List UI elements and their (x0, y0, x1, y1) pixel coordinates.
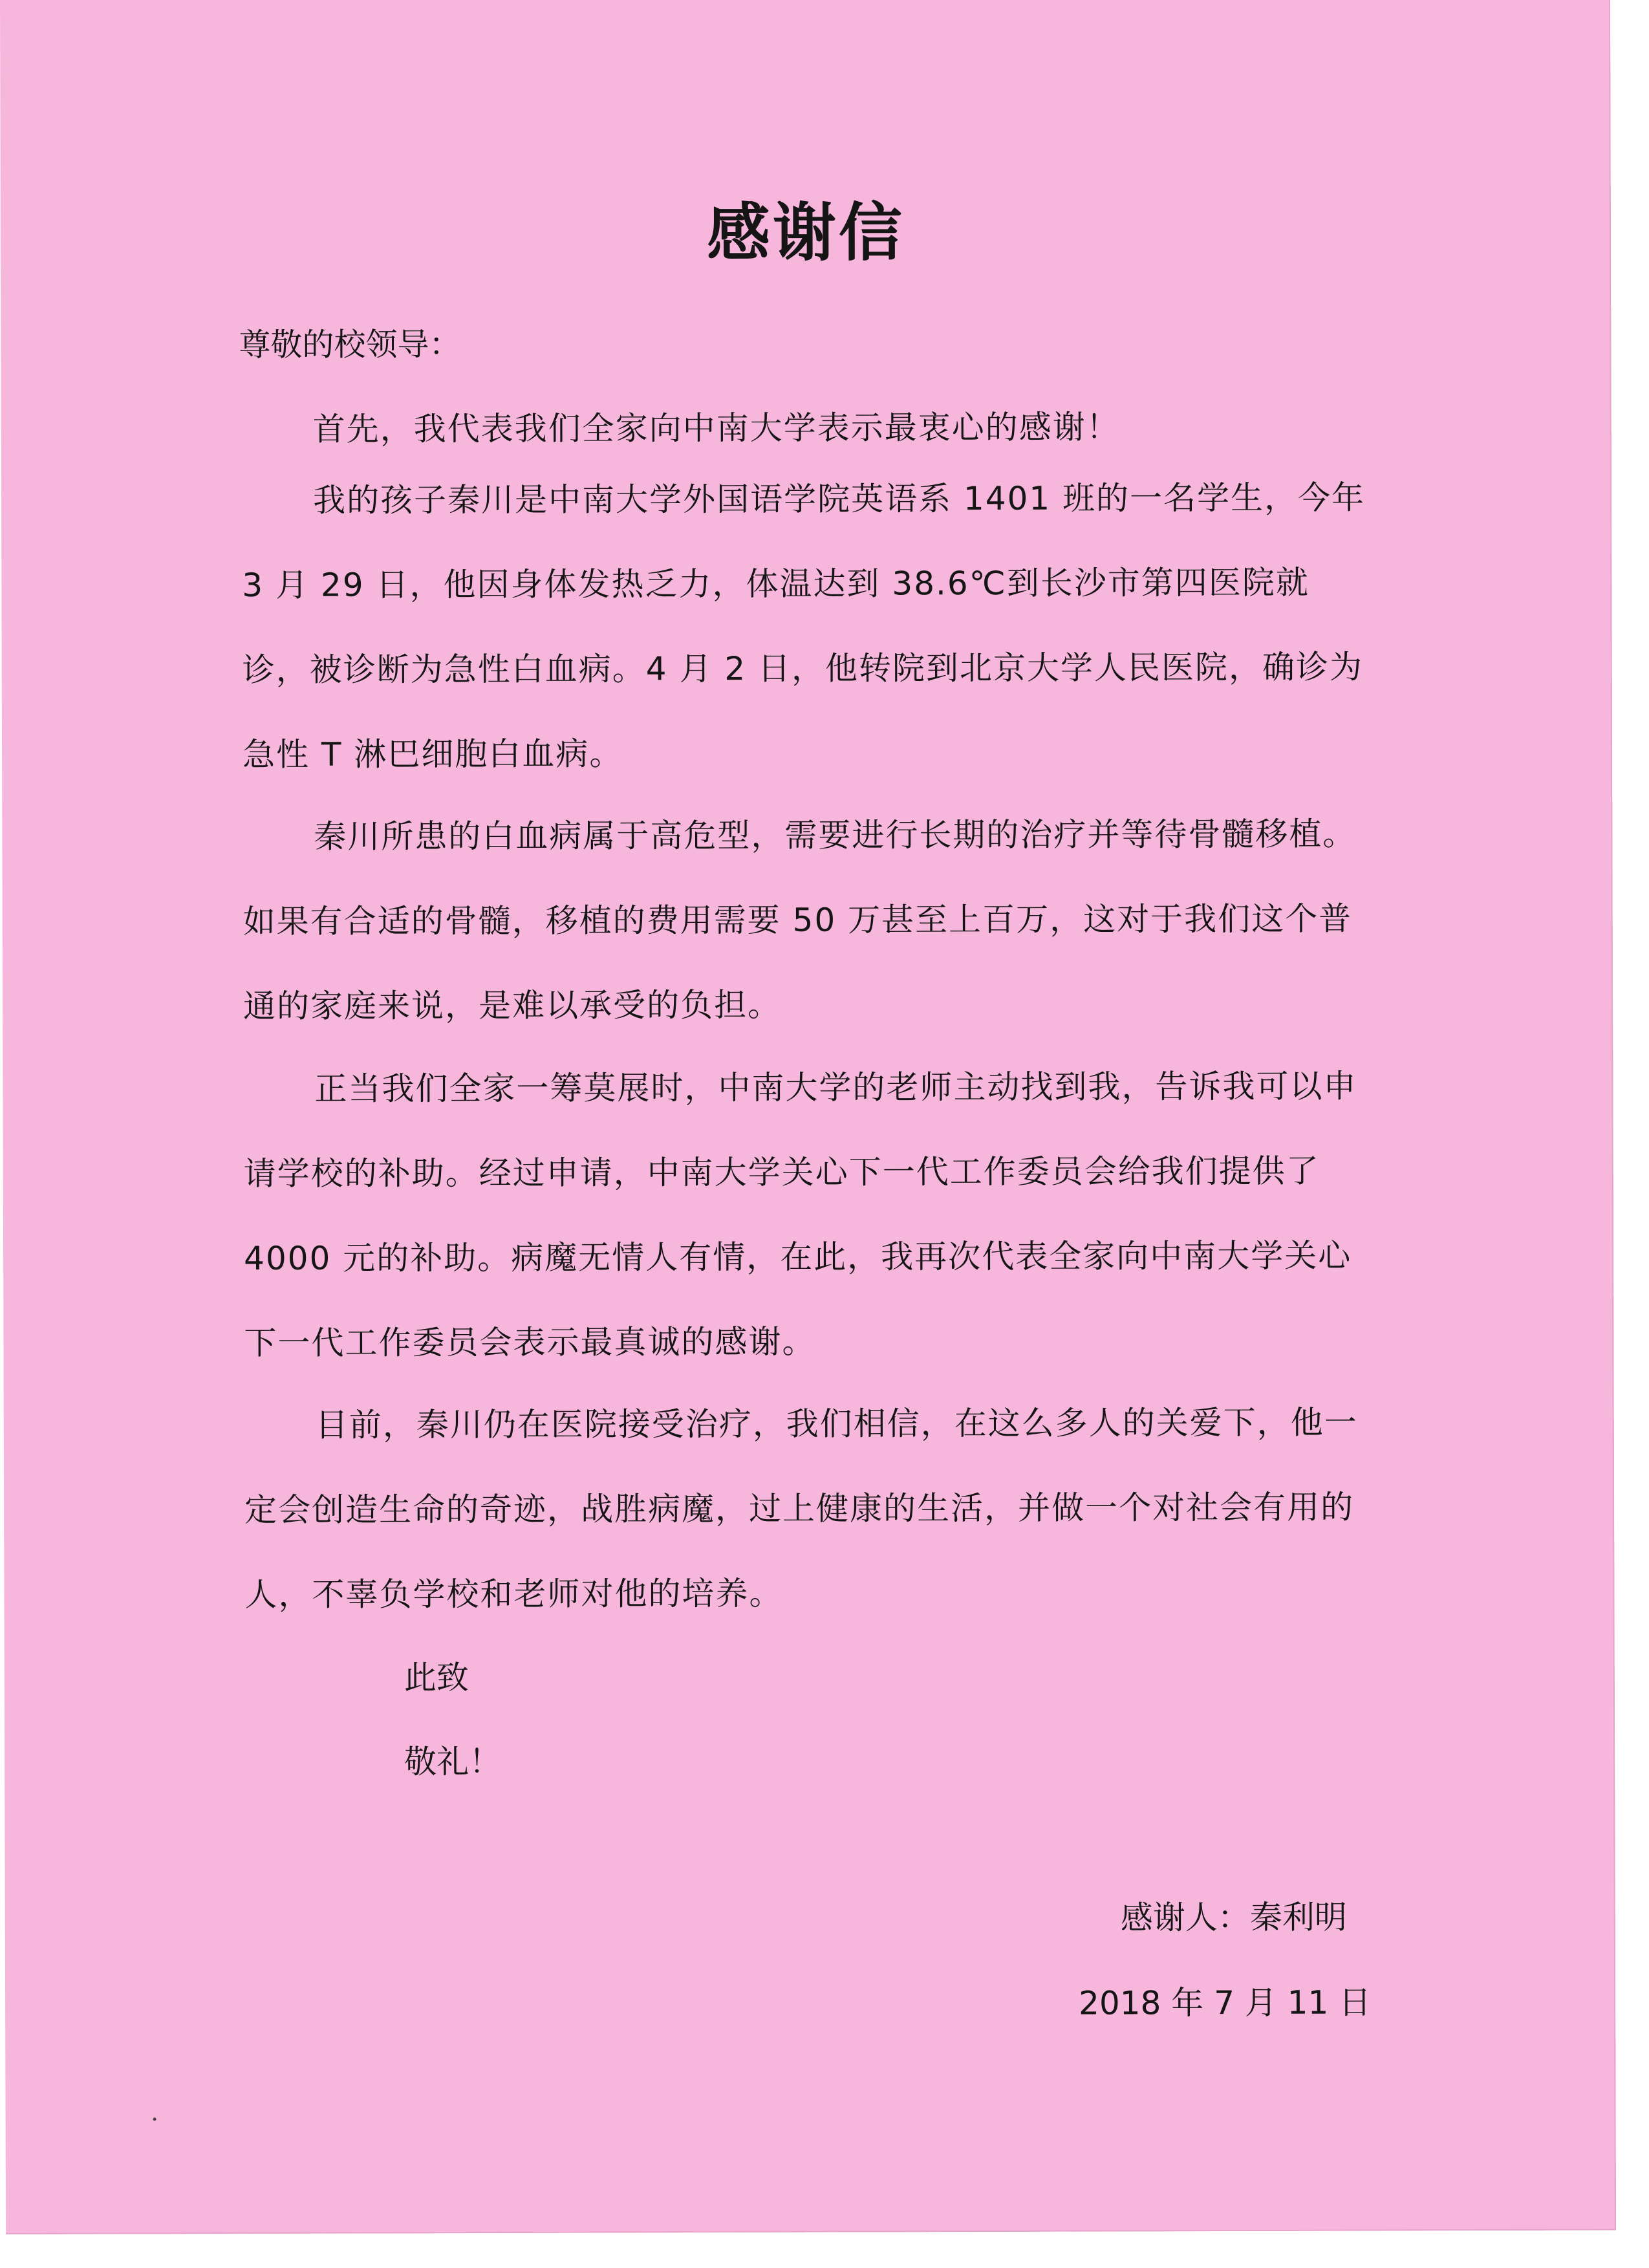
letter-date: 2018 年 7 月 11 日 (1079, 1983, 1372, 2022)
closing-line-1: 此致 (404, 1659, 469, 1697)
scan-speck (153, 2117, 156, 2121)
paragraph-school-aid: 正当我们全家一筹莫展时，中南大学的老师主动找到我，告诉我可以申请学校的补助。经过申请，中南大学关心下一代工作委员会给我们提供了 4000 元的补助。病魔无情人有情，在此，我再次代表全家向中南大学关心下一代工作委员会表示最真诚的感谢。 (243, 1067, 1357, 1363)
letter-salutation: 尊敬的校领导： (239, 326, 461, 364)
paragraph-diagnosis: 我的孩子秦川是中南大学外国语学院英语系 1401 班的一名学生，今年 3 月 29 日，他因身体发热乏力，体温达到 38.6℃到长沙市第四医院就诊，被诊断为急性白血病。4 月 2 日，他转院到北京大学人民医院，确诊为急性 T 淋巴细胞白血病。 (242, 479, 1366, 774)
letter-title: 感谢信 (706, 196, 905, 271)
closing-line-2: 敬礼！ (404, 1742, 502, 1781)
paragraph-thanks: 首先，我代表我们全家向中南大学表示最衷心的感谢！ (312, 408, 1120, 448)
letter-signature: 感谢人：秦利明 (1120, 1898, 1347, 1937)
paragraph-current-status: 目前，秦川仍在医院接受治疗，我们相信，在这么多人的关爱下，他一定会创造生命的奇迹，战胜病魔，过上健康的生活，并做一个对社会有用的人，不辜负学校和老师对他的培养。 (244, 1403, 1358, 1614)
paragraph-treatment-cost: 秦川所患的白血病属于高危型，需要进行长期的治疗并等待骨髓移植。如果有合适的骨髓，移植的费用需要 50 万甚至上百万，这对于我们这个普通的家庭来说，是难以承受的负担。 (242, 815, 1357, 1026)
